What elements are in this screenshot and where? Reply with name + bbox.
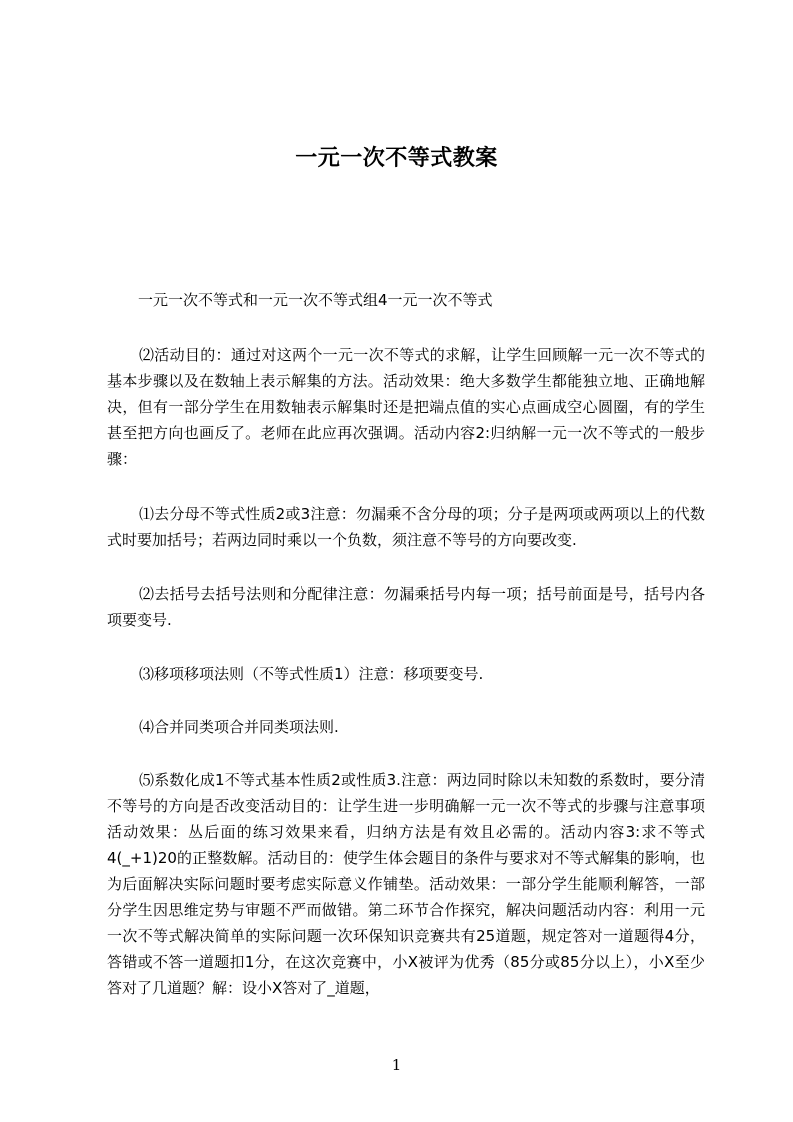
paragraph-step-coefficient-and-activities: ⑸系数化成1不等式基本性质2或性质3.注意：两边同时除以未知数的系数时，要分清不等号的方向是否改变活动目的：让学生进一步明确解一元一次不等式的步骤与注意事项活动效果：丛后面的练习效果来看，归纳方法是有效且必需的。活动内容3:求不等式 4(_+1)20的正整数解。活动目的：使学生体会题目的条件与要求对不等式解集的影响，也为后面解决实际问题时要考虑实际意义作铺垫。活动效果：一部分学生能顺利解答，一部分学生因思维定势与审题不严而做错。第二环节合作探究，解决问题活动内容：利用一元一次不等式解决简单的实际问题一次环保知识竞赛共有25道题，规定答对一道题得4分，答错或不答一道题扣1分，在这次竞赛中，小X被评为优秀（85分或85分以上），小X至少答对了几道题？解：设小X答对了_道题， xyxy=(107,771,705,997)
paragraph-activity-purpose: ⑵活动目的：通过对这两个一元一次不等式的求解，让学生回顾解一元一次不等式的基本步骤以及在数轴上表示解集的方法。活动效果：绝大多数学生都能独立地、正确地解决，但有一部分学生在用数轴表示解集时还是把端点值的实心点画成空心圆圈，有的学生甚至把方向也画反了。老师在此应再次强调。活动内容2:归纳解一元一次不等式的一般步骤： xyxy=(107,346,705,468)
paragraph-step-move-terms: ⑶移项移项法则（不等式性质1）注意：移项要变号. xyxy=(139,665,484,683)
document-subtitle: 一元一次不等式和一元一次不等式组4一元一次不等式 xyxy=(138,291,493,309)
document-title: 一元一次不等式教案 xyxy=(295,146,498,171)
paragraph-step-combine-like-terms: ⑷合并同类项合并同类项法则. xyxy=(139,718,339,736)
page-number: 1 xyxy=(391,1056,402,1074)
paragraph-step-remove-brackets: ⑵去括号去括号法则和分配律注意：勿漏乘括号内每一项；括号前面是号，括号内各项要变号. xyxy=(107,585,705,629)
paragraph-step-remove-denominator: ⑴去分母不等式性质2或3注意：勿漏乘不含分母的项；分子是两项或两项以上的代数式时要加括号；若两边同时乘以一个负数，须注意不等号的方向要改变. xyxy=(107,505,705,549)
